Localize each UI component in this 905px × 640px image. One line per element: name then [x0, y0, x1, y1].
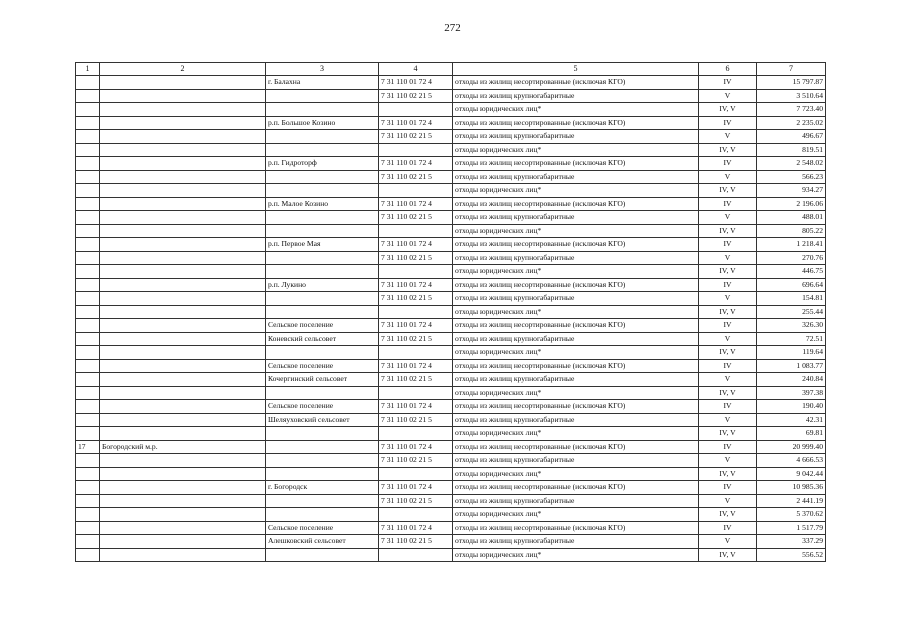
fkko-code-cell: 7 31 110 01 72 4 — [379, 197, 453, 211]
row-number-cell — [76, 427, 100, 441]
row-number-cell — [76, 332, 100, 346]
fkko-code-cell — [379, 305, 453, 319]
volume-cell: 819.51 — [757, 143, 826, 157]
waste-type-cell: отходы из жилищ крупногабаритные — [453, 89, 699, 103]
settlement-cell — [266, 130, 379, 144]
waste-type-cell: отходы из жилищ крупногабаритные — [453, 535, 699, 549]
row-number-cell — [76, 130, 100, 144]
table-row — [76, 265, 826, 279]
hazard-class-cell: IV, V — [699, 508, 757, 522]
district-cell — [100, 427, 266, 441]
table-row — [76, 521, 826, 535]
volume-cell: 270.76 — [757, 251, 826, 265]
fkko-code-cell: 7 31 110 02 21 5 — [379, 89, 453, 103]
row-number-cell — [76, 386, 100, 400]
settlement-cell: Алешковский сельсовет — [266, 535, 379, 549]
waste-type-cell: отходы из жилищ крупногабаритные — [453, 130, 699, 144]
waste-type-cell: отходы из жилищ крупногабаритные — [453, 292, 699, 306]
row-number-cell — [76, 400, 100, 414]
district-cell — [100, 386, 266, 400]
volume-cell: 3 510.64 — [757, 89, 826, 103]
hazard-class-cell: IV — [699, 76, 757, 90]
hazard-class-cell: IV, V — [699, 346, 757, 360]
table-row — [76, 508, 826, 522]
waste-type-cell: отходы из жилищ несортированные (исключая КГО) — [453, 400, 699, 414]
waste-type-cell: отходы из жилищ несортированные (исключая КГО) — [453, 481, 699, 495]
volume-cell: 805.22 — [757, 224, 826, 238]
volume-cell: 934.27 — [757, 184, 826, 198]
volume-cell: 4 666.53 — [757, 454, 826, 468]
district-cell — [100, 521, 266, 535]
waste-type-cell: отходы из жилищ крупногабаритные — [453, 170, 699, 184]
waste-type-cell: отходы из жилищ несортированные (исключая КГО) — [453, 359, 699, 373]
hazard-class-cell: IV, V — [699, 143, 757, 157]
hazard-class-cell: IV — [699, 359, 757, 373]
district-cell — [100, 103, 266, 117]
hazard-class-cell: V — [699, 413, 757, 427]
hazard-class-cell: IV — [699, 157, 757, 171]
table-row — [76, 76, 826, 90]
settlement-cell — [266, 548, 379, 562]
fkko-code-cell: 7 31 110 01 72 4 — [379, 440, 453, 454]
fkko-code-cell: 7 31 110 01 72 4 — [379, 157, 453, 171]
hazard-class-cell: IV, V — [699, 467, 757, 481]
settlement-cell — [266, 251, 379, 265]
volume-cell: 337.29 — [757, 535, 826, 549]
column-header: 6 — [699, 63, 757, 76]
district-cell — [100, 292, 266, 306]
fkko-code-cell — [379, 427, 453, 441]
table-row — [76, 386, 826, 400]
table-row — [76, 103, 826, 117]
row-number-cell — [76, 292, 100, 306]
row-number-cell — [76, 103, 100, 117]
district-cell — [100, 76, 266, 90]
settlement-cell — [266, 440, 379, 454]
waste-type-cell: отходы юридических лиц* — [453, 386, 699, 400]
table-row — [76, 292, 826, 306]
settlement-cell: Кочергинский сельсовет — [266, 373, 379, 387]
table-row — [76, 427, 826, 441]
table-row — [76, 535, 826, 549]
settlement-cell — [266, 386, 379, 400]
waste-type-cell: отходы из жилищ несортированные (исключая КГО) — [453, 197, 699, 211]
table-row — [76, 373, 826, 387]
district-cell — [100, 143, 266, 157]
row-number-cell — [76, 170, 100, 184]
waste-type-cell: отходы из жилищ несортированные (исключая КГО) — [453, 76, 699, 90]
waste-type-cell: отходы из жилищ несортированные (исключая КГО) — [453, 278, 699, 292]
row-number-cell — [76, 521, 100, 535]
row-number-cell — [76, 319, 100, 333]
waste-type-cell: отходы юридических лиц* — [453, 184, 699, 198]
row-number-cell — [76, 197, 100, 211]
row-number-cell — [76, 305, 100, 319]
table-row — [76, 278, 826, 292]
waste-type-cell: отходы из жилищ крупногабаритные — [453, 413, 699, 427]
district-cell — [100, 278, 266, 292]
fkko-code-cell: 7 31 110 02 21 5 — [379, 211, 453, 225]
fkko-code-cell: 7 31 110 01 72 4 — [379, 278, 453, 292]
hazard-class-cell: IV, V — [699, 386, 757, 400]
row-number-cell — [76, 224, 100, 238]
district-cell — [100, 89, 266, 103]
waste-type-cell: отходы юридических лиц* — [453, 427, 699, 441]
waste-table — [75, 62, 826, 562]
fkko-code-cell: 7 31 110 02 21 5 — [379, 332, 453, 346]
row-number-cell — [76, 481, 100, 495]
waste-type-cell: отходы юридических лиц* — [453, 467, 699, 481]
district-cell — [100, 211, 266, 225]
district-cell — [100, 454, 266, 468]
hazard-class-cell: V — [699, 170, 757, 184]
volume-cell: 1 218.41 — [757, 238, 826, 252]
hazard-class-cell: V — [699, 211, 757, 225]
volume-cell: 7 723.40 — [757, 103, 826, 117]
hazard-class-cell: IV, V — [699, 265, 757, 279]
district-cell — [100, 535, 266, 549]
settlement-cell — [266, 454, 379, 468]
waste-type-cell: отходы из жилищ крупногабаритные — [453, 251, 699, 265]
hazard-class-cell: IV — [699, 481, 757, 495]
settlement-cell: г. Богородск — [266, 481, 379, 495]
table-row — [76, 494, 826, 508]
fkko-code-cell: 7 31 110 02 21 5 — [379, 292, 453, 306]
row-number-cell — [76, 76, 100, 90]
row-number-cell — [76, 467, 100, 481]
settlement-cell — [266, 305, 379, 319]
hazard-class-cell: IV — [699, 197, 757, 211]
fkko-code-cell: 7 31 110 01 72 4 — [379, 400, 453, 414]
volume-cell: 2 548.02 — [757, 157, 826, 171]
table-row — [76, 413, 826, 427]
table-row — [76, 170, 826, 184]
fkko-code-cell — [379, 467, 453, 481]
table-row — [76, 211, 826, 225]
waste-type-cell: отходы юридических лиц* — [453, 224, 699, 238]
district-cell — [100, 184, 266, 198]
settlement-cell — [266, 346, 379, 360]
settlement-cell: Сельское поселение — [266, 359, 379, 373]
table-row — [76, 440, 826, 454]
settlement-cell: р.п. Большое Козино — [266, 116, 379, 130]
hazard-class-cell: IV — [699, 400, 757, 414]
fkko-code-cell: 7 31 110 01 72 4 — [379, 359, 453, 373]
table-row — [76, 548, 826, 562]
hazard-class-cell: V — [699, 535, 757, 549]
district-cell — [100, 332, 266, 346]
hazard-class-cell: V — [699, 332, 757, 346]
table-row — [76, 130, 826, 144]
row-number-cell — [76, 548, 100, 562]
district-cell — [100, 238, 266, 252]
table-row — [76, 224, 826, 238]
settlement-cell — [266, 211, 379, 225]
hazard-class-cell: IV, V — [699, 103, 757, 117]
settlement-cell — [266, 103, 379, 117]
waste-type-cell: отходы юридических лиц* — [453, 143, 699, 157]
volume-cell: 9 042.44 — [757, 467, 826, 481]
hazard-class-cell: IV, V — [699, 548, 757, 562]
table-header-row — [76, 63, 826, 76]
volume-cell: 42.31 — [757, 413, 826, 427]
waste-type-cell: отходы юридических лиц* — [453, 548, 699, 562]
row-number-cell — [76, 184, 100, 198]
table-row — [76, 305, 826, 319]
volume-cell: 15 797.87 — [757, 76, 826, 90]
waste-type-cell: отходы из жилищ крупногабаритные — [453, 211, 699, 225]
fkko-code-cell: 7 31 110 02 21 5 — [379, 130, 453, 144]
hazard-class-cell: IV, V — [699, 224, 757, 238]
district-cell — [100, 548, 266, 562]
volume-cell: 10 985.36 — [757, 481, 826, 495]
settlement-cell — [266, 89, 379, 103]
settlement-cell: Коневский сельсовет — [266, 332, 379, 346]
volume-cell: 566.23 — [757, 170, 826, 184]
district-cell — [100, 157, 266, 171]
table-row — [76, 319, 826, 333]
waste-type-cell: отходы из жилищ несортированные (исключая КГО) — [453, 440, 699, 454]
row-number-cell — [76, 373, 100, 387]
table-row — [76, 197, 826, 211]
row-number-cell — [76, 265, 100, 279]
fkko-code-cell: 7 31 110 02 21 5 — [379, 170, 453, 184]
table-row — [76, 157, 826, 171]
district-cell — [100, 413, 266, 427]
hazard-class-cell: IV, V — [699, 427, 757, 441]
waste-type-cell: отходы из жилищ крупногабаритные — [453, 494, 699, 508]
settlement-cell — [266, 494, 379, 508]
row-number-cell — [76, 359, 100, 373]
hazard-class-cell: V — [699, 292, 757, 306]
row-number-cell — [76, 157, 100, 171]
table-row — [76, 116, 826, 130]
settlement-cell: г. Балахна — [266, 76, 379, 90]
waste-type-cell: отходы юридических лиц* — [453, 305, 699, 319]
volume-cell: 5 370.62 — [757, 508, 826, 522]
waste-type-cell: отходы юридических лиц* — [453, 103, 699, 117]
fkko-code-cell — [379, 548, 453, 562]
settlement-cell: Сельское поселение — [266, 521, 379, 535]
hazard-class-cell: V — [699, 89, 757, 103]
fkko-code-cell: 7 31 110 02 21 5 — [379, 494, 453, 508]
settlement-cell: Шеляуховский сельсовет — [266, 413, 379, 427]
table-row — [76, 332, 826, 346]
hazard-class-cell: IV — [699, 440, 757, 454]
row-number-cell: 17 — [76, 440, 100, 454]
volume-cell: 20 999.40 — [757, 440, 826, 454]
waste-type-cell: отходы из жилищ крупногабаритные — [453, 373, 699, 387]
waste-type-cell: отходы юридических лиц* — [453, 508, 699, 522]
fkko-code-cell: 7 31 110 02 21 5 — [379, 535, 453, 549]
volume-cell: 446.75 — [757, 265, 826, 279]
settlement-cell — [266, 184, 379, 198]
row-number-cell — [76, 238, 100, 252]
fkko-code-cell — [379, 508, 453, 522]
fkko-code-cell: 7 31 110 01 72 4 — [379, 521, 453, 535]
settlement-cell — [266, 508, 379, 522]
column-header: 1 — [76, 63, 100, 76]
district-cell — [100, 359, 266, 373]
hazard-class-cell: IV — [699, 319, 757, 333]
page-number: 272 — [444, 22, 461, 34]
settlement-cell: р.п. Первое Мая — [266, 238, 379, 252]
row-number-cell — [76, 116, 100, 130]
settlement-cell: р.п. Гидроторф — [266, 157, 379, 171]
column-header: 5 — [453, 63, 699, 76]
fkko-code-cell: 7 31 110 01 72 4 — [379, 116, 453, 130]
row-number-cell — [76, 454, 100, 468]
hazard-class-cell: IV — [699, 238, 757, 252]
district-cell — [100, 319, 266, 333]
row-number-cell — [76, 508, 100, 522]
hazard-class-cell: V — [699, 454, 757, 468]
fkko-code-cell — [379, 184, 453, 198]
fkko-code-cell: 7 31 110 01 72 4 — [379, 481, 453, 495]
district-cell — [100, 197, 266, 211]
district-cell — [100, 116, 266, 130]
waste-type-cell: отходы юридических лиц* — [453, 265, 699, 279]
row-number-cell — [76, 535, 100, 549]
volume-cell: 2 235.02 — [757, 116, 826, 130]
table-row — [76, 238, 826, 252]
settlement-cell — [266, 224, 379, 238]
volume-cell: 69.81 — [757, 427, 826, 441]
volume-cell: 488.01 — [757, 211, 826, 225]
hazard-class-cell: V — [699, 251, 757, 265]
volume-cell: 154.81 — [757, 292, 826, 306]
settlement-cell — [266, 143, 379, 157]
column-header: 3 — [266, 63, 379, 76]
waste-type-cell: отходы из жилищ крупногабаритные — [453, 454, 699, 468]
settlement-cell: Сельское поселение — [266, 400, 379, 414]
volume-cell: 2 441.19 — [757, 494, 826, 508]
volume-cell: 2 196.06 — [757, 197, 826, 211]
settlement-cell — [266, 427, 379, 441]
volume-cell: 556.52 — [757, 548, 826, 562]
volume-cell: 326.30 — [757, 319, 826, 333]
hazard-class-cell: IV — [699, 521, 757, 535]
hazard-class-cell: V — [699, 494, 757, 508]
row-number-cell — [76, 413, 100, 427]
column-header: 2 — [100, 63, 266, 76]
hazard-class-cell: IV — [699, 278, 757, 292]
district-cell — [100, 346, 266, 360]
waste-type-cell: отходы из жилищ несортированные (исключая КГО) — [453, 116, 699, 130]
hazard-class-cell: IV, V — [699, 184, 757, 198]
settlement-cell — [266, 467, 379, 481]
district-cell — [100, 265, 266, 279]
table-row — [76, 467, 826, 481]
fkko-code-cell: 7 31 110 02 21 5 — [379, 454, 453, 468]
fkko-code-cell: 7 31 110 02 21 5 — [379, 373, 453, 387]
volume-cell: 696.64 — [757, 278, 826, 292]
volume-cell: 397.38 — [757, 386, 826, 400]
hazard-class-cell: V — [699, 373, 757, 387]
district-cell — [100, 170, 266, 184]
row-number-cell — [76, 494, 100, 508]
fkko-code-cell: 7 31 110 01 72 4 — [379, 238, 453, 252]
volume-cell: 1 083.77 — [757, 359, 826, 373]
district-cell — [100, 400, 266, 414]
column-header: 4 — [379, 63, 453, 76]
table-row — [76, 143, 826, 157]
district-cell — [100, 224, 266, 238]
fkko-code-cell: 7 31 110 02 21 5 — [379, 251, 453, 265]
row-number-cell — [76, 211, 100, 225]
district-cell: Богородский м.р. — [100, 440, 266, 454]
row-number-cell — [76, 89, 100, 103]
hazard-class-cell: IV, V — [699, 305, 757, 319]
fkko-code-cell — [379, 224, 453, 238]
fkko-code-cell: 7 31 110 02 21 5 — [379, 413, 453, 427]
volume-cell: 255.44 — [757, 305, 826, 319]
district-cell — [100, 130, 266, 144]
fkko-code-cell — [379, 346, 453, 360]
row-number-cell — [76, 143, 100, 157]
volume-cell: 496.67 — [757, 130, 826, 144]
volume-cell: 72.51 — [757, 332, 826, 346]
waste-type-cell: отходы из жилищ несортированные (исключая КГО) — [453, 319, 699, 333]
fkko-code-cell: 7 31 110 01 72 4 — [379, 76, 453, 90]
district-cell — [100, 467, 266, 481]
fkko-code-cell — [379, 265, 453, 279]
waste-type-cell: отходы из жилищ крупногабаритные — [453, 332, 699, 346]
volume-cell: 190.40 — [757, 400, 826, 414]
settlement-cell — [266, 292, 379, 306]
settlement-cell: р.п. Малое Козино — [266, 197, 379, 211]
settlement-cell: р.п. Лукино — [266, 278, 379, 292]
volume-cell: 240.84 — [757, 373, 826, 387]
hazard-class-cell: IV — [699, 116, 757, 130]
fkko-code-cell — [379, 103, 453, 117]
table-row — [76, 251, 826, 265]
table-row — [76, 481, 826, 495]
table-row — [76, 89, 826, 103]
district-cell — [100, 508, 266, 522]
table-row — [76, 400, 826, 414]
volume-cell: 1 517.79 — [757, 521, 826, 535]
waste-type-cell: отходы из жилищ несортированные (исключая КГО) — [453, 521, 699, 535]
hazard-class-cell: V — [699, 130, 757, 144]
district-cell — [100, 481, 266, 495]
settlement-cell: Сельское поселение — [266, 319, 379, 333]
table-row — [76, 359, 826, 373]
fkko-code-cell — [379, 143, 453, 157]
column-header: 7 — [757, 63, 826, 76]
waste-type-cell: отходы юридических лиц* — [453, 346, 699, 360]
waste-type-cell: отходы из жилищ несортированные (исключая КГО) — [453, 238, 699, 252]
district-cell — [100, 251, 266, 265]
settlement-cell — [266, 170, 379, 184]
table-row — [76, 184, 826, 198]
district-cell — [100, 494, 266, 508]
district-cell — [100, 373, 266, 387]
row-number-cell — [76, 278, 100, 292]
volume-cell: 119.64 — [757, 346, 826, 360]
row-number-cell — [76, 346, 100, 360]
settlement-cell — [266, 265, 379, 279]
waste-type-cell: отходы из жилищ несортированные (исключая КГО) — [453, 157, 699, 171]
row-number-cell — [76, 251, 100, 265]
table-row — [76, 346, 826, 360]
table-row — [76, 454, 826, 468]
fkko-code-cell: 7 31 110 01 72 4 — [379, 319, 453, 333]
fkko-code-cell — [379, 386, 453, 400]
district-cell — [100, 305, 266, 319]
